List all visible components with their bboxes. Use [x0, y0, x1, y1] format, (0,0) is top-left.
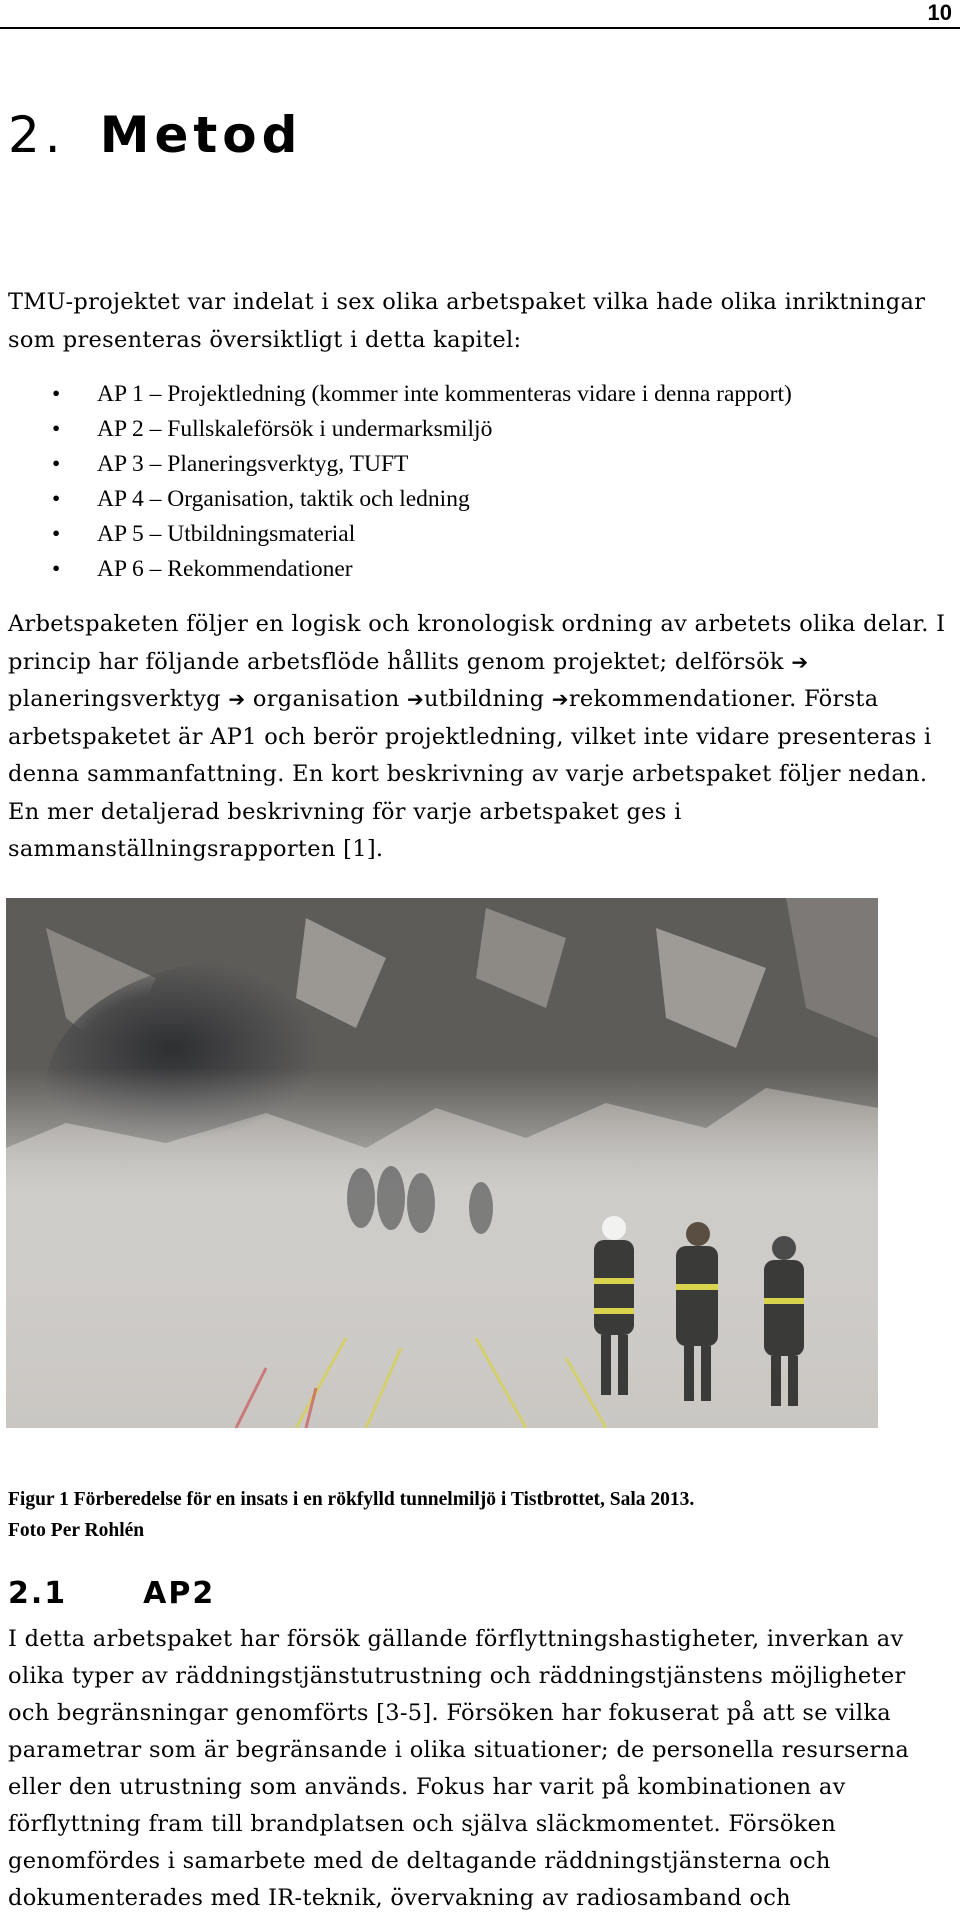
list-item — [52, 552, 792, 587]
arrow-right-icon: ➔ — [406, 687, 425, 711]
paragraph-line: arbetspaketet är AP1 och berör projektledning, vilket inte vidare presenteras i — [8, 723, 932, 750]
bullet-icon: • — [52, 486, 61, 512]
list-item-label: AP 4 – Organisation, taktik och ledning — [97, 486, 470, 512]
paragraph-text: Första — [803, 686, 879, 712]
bullet-icon: • — [52, 556, 61, 582]
workflow-paragraph — [8, 606, 953, 869]
caption-line: Figur 1 Förberedelse för en insats i en rökfylld tunnelmiljö i Tistbrottet, Sala 2013. — [8, 1489, 695, 1510]
list-item-label: AP 5 – Utbildningsmaterial — [97, 521, 356, 547]
work-package-list — [52, 377, 792, 587]
bullet-icon: • — [52, 451, 61, 477]
workflow-step: organisation — [252, 686, 400, 712]
ap2-paragraph — [8, 1621, 953, 1917]
list-item-label: AP 1 – Projektledning (kommer inte kommenteras vidare i denna rapport) — [97, 381, 792, 407]
list-item — [52, 412, 792, 447]
paragraph-line: sammanställningsrapporten [1]. — [8, 836, 384, 862]
chapter-heading — [8, 106, 302, 164]
workflow-step: utbildning — [424, 686, 545, 712]
caption-line: Foto Per Rohlén — [8, 1520, 145, 1541]
paragraph-line: princip har följande arbetsflöde hållits genom projektet; delförsök — [8, 648, 784, 675]
paragraph-line: denna sammanfattning. En kort beskrivning av varje arbetspaket följer nedan. — [8, 761, 928, 787]
workflow-step: planeringsverktyg — [8, 686, 221, 712]
paragraph-line: och begränsningar genomförts [3-5]. Försöken har fokuserat på att se vilka — [8, 1700, 891, 1726]
paragraph-line: En mer detaljerad beskrivning för varje arbetspaket ges i — [8, 798, 682, 825]
list-item-label: AP 2 – Fullskaleförsök i undermarksmiljö — [97, 416, 493, 442]
paragraph-line: förflyttning fram till brandplatsen och själva släckmomentet. Försöken — [8, 1811, 837, 1837]
list-item — [52, 377, 792, 412]
chapter-title: Metod — [99, 106, 303, 164]
paragraph-line: eller den utrustning som används. Fokus har varit på kombinationen av — [8, 1774, 846, 1800]
paragraph-line: I detta arbetspaket har försök gällande förflyttningshastigheter, inverkan av — [8, 1626, 904, 1652]
paragraph-line: olika typer av räddningstjänstutrustning och räddningstjänstens möjligheter — [8, 1663, 906, 1689]
section-title: AP2 — [143, 1576, 216, 1611]
paragraph-line: parametrar som är begränsande i olika situationer; de personella resurserna — [8, 1737, 910, 1763]
intro-line: TMU-projektet var indelat i sex olika arbetspaket vilka hade olika inriktningar — [8, 289, 926, 315]
list-item — [52, 447, 792, 482]
section-number: 2.1 — [8, 1576, 68, 1611]
intro-paragraph — [8, 284, 953, 359]
chapter-number: 2. — [8, 106, 66, 164]
workflow-step: rekommendationer. — [568, 686, 797, 712]
header-rule — [0, 27, 960, 29]
figure-photo — [6, 898, 878, 1428]
arrow-right-icon: ➔ — [791, 649, 809, 674]
bullet-icon: • — [52, 381, 61, 407]
arrow-right-icon: ➔ — [551, 687, 569, 711]
intro-line: som presenteras översiktligt i detta kapitel: — [8, 326, 522, 353]
list-item — [52, 517, 792, 552]
arrow-right-icon: ➔ — [228, 687, 246, 711]
paragraph-line: dokumenterades med IR-teknik, övervakning av radiosamband och — [8, 1885, 791, 1911]
section-heading — [8, 1576, 215, 1611]
page-number: 10 — [927, 0, 952, 25]
list-item-label: AP 3 – Planeringsverktyg, TUFT — [97, 451, 409, 477]
bullet-icon: • — [52, 521, 61, 547]
bullet-icon: • — [52, 416, 61, 442]
list-item — [52, 482, 792, 517]
paragraph-line: genomfördes i samarbete med de deltagande räddningstjänsterna och — [8, 1848, 831, 1874]
figure-caption — [8, 1484, 948, 1546]
paragraph-line: Arbetspaketen följer en logisk och kronologisk ordning av arbetets olika delar. I — [8, 611, 946, 637]
list-item-label: AP 6 – Rekommendationer — [97, 556, 353, 582]
